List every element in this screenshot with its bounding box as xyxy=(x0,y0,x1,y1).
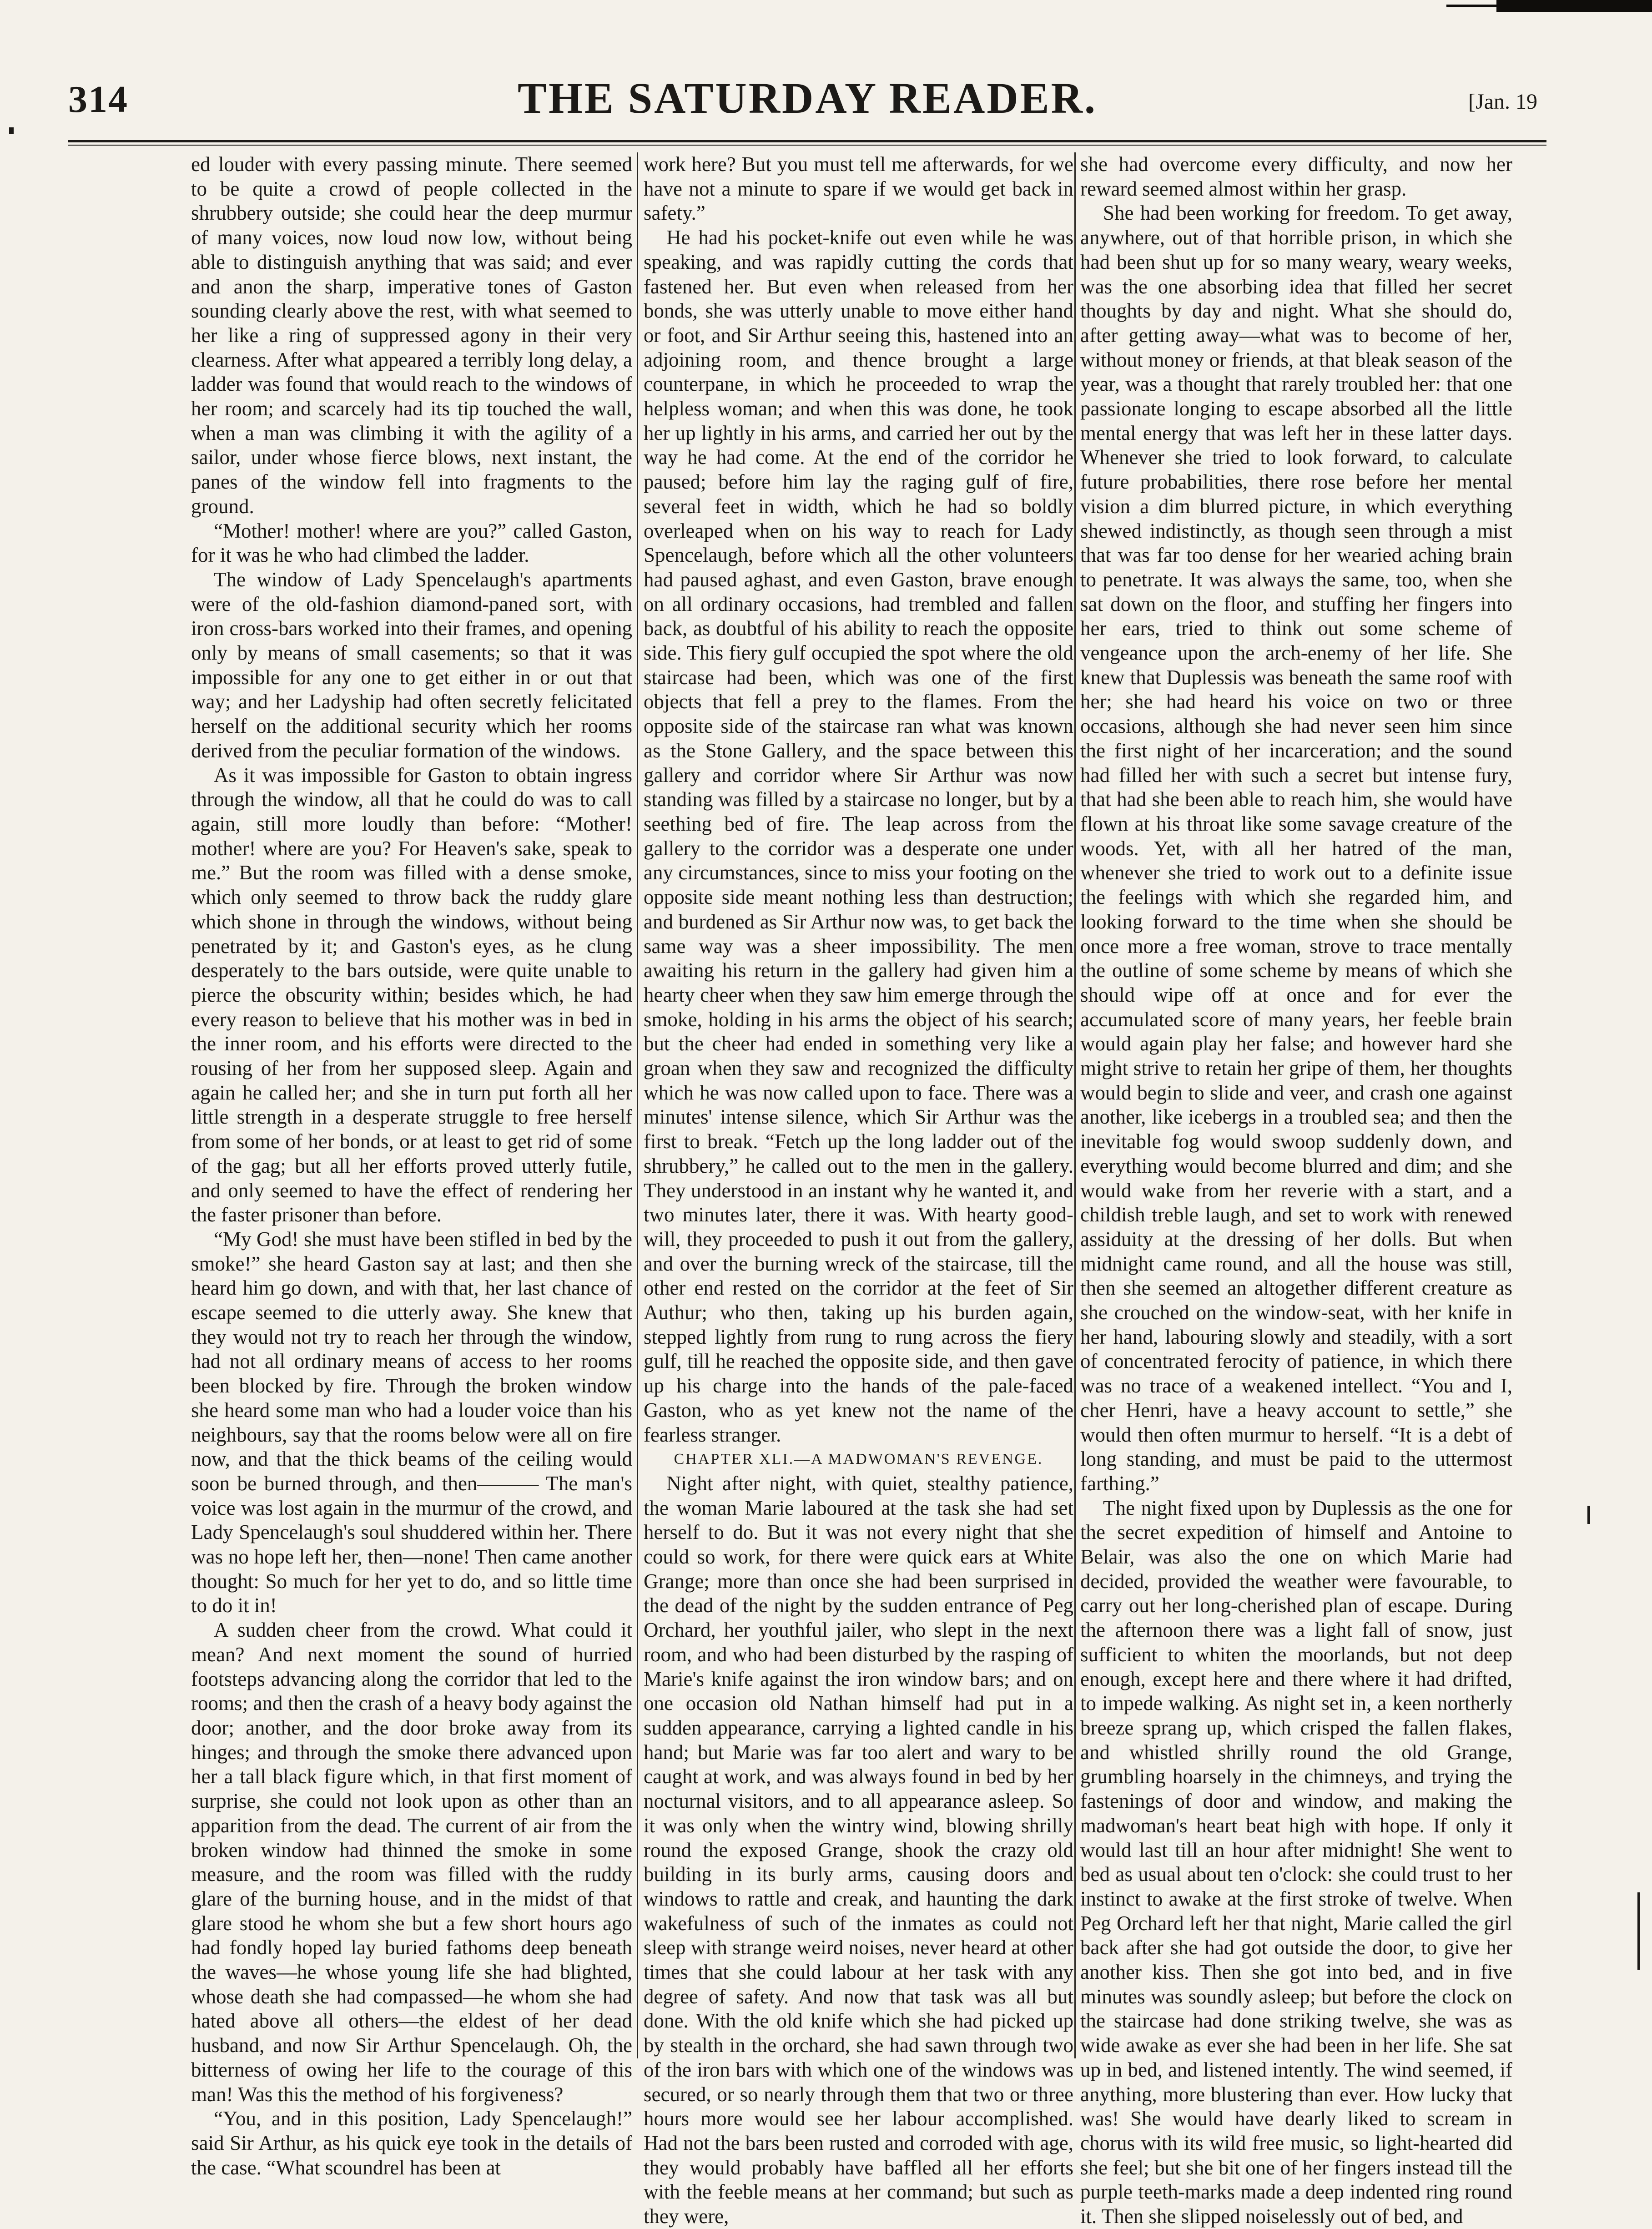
paragraph: work here? But you must tell me afterwards, for we have not a minute to spare if we would get back in safety.” xyxy=(644,153,1073,225)
paragraph: ed louder with every passing minute. There seemed to be quite a crowd of people collected in the shrubbery outside; she could hear the deep murmur of many voices, now loud now low, without being able to distinguish anything that was said; and ever and anon the sharp, imperative tones of Gaston sounding clearly above the rest, with what seemed to her like a ring of suppressed agony in their very clearness. After what appeared a terribly long delay, a ladder was found that would reach to the windows of her room; and scarcely had its tip touched the wall, when a man was climbing it with the agility of a sailor, under whose fierce blows, next instant, the panes of the window fell into fragments to the ground. xyxy=(191,153,632,518)
paragraph: She had been working for freedom. To get away, anywhere, out of that horrible prison, in which she had been shut up for so many weary, weary weeks, was the one absorbing idea that filled her secret thoughts by day and night. What she should do, after getting away—what was to become of her, without money or friends, at that bleak season of the year, was a thought that rarely troubled her: that one passionate longing to escape absorbed all the little mental energy that was left her in these latter days. Whenever she tried to look forward, to calculate future probabilities, there rose before her mental vision a dim blurred picture, in which everything shewed indistinctly, as though seen through a mist that was far too dense for her wearied aching brain to penetrate. It was always the same, too, when she sat down on the floor, and stuffing her fingers into her ears, tried to think out some scheme of vengeance upon the arch-enemy of her life. She knew that Duplessis was beneath the same roof with her; she had heard his voice on two or three occasions, although she had never seen him since the first night of her incarceration; and the sound had filled her with such a secret but intense fury, that had she been able to reach him, she would have flown at his throat like some savage creature of the woods. Yet, with all her hatred of the man, whenever she tried to work out to a definite issue the feelings with which she regarded him, and looking forward to the time when she should be once more a free woman, strove to trace mentally the outline of some scheme by means of which she should wipe off at once and for ever the accumulated score of many years, her feeble brain would again play her false; and however hard she might strive to retain her gripe of them, her thoughts would begin to slide and veer, and crash one against another, like icebergs in a troubled sea; and then the inevitable fog would swoop suddenly down, and everything would become blurred and dim; and she would wake from her reverie with a start, and a childish treble laugh, and set to work with renewed assiduity at the dressing of her dolls. But when midnight came round, and all the house was still, then she seemed an altogether different creature as she crouched on the window-seat, with her knife in her hand, labouring slowly and steadily, with a sort of concentrated ferocity of patience, in which there was no trace of a weakened intellect. “You and I, cher Henri, have a heavy account to settle,” she would then often murmur to herself. “It is a debt of long standing, and must be paid to the uttermost farthing.” xyxy=(1080,202,1512,1495)
paragraph: “You, and in this position, Lady Spencelaugh!” said Sir Arthur, as his quick eye took in the details of the case. “What scoundrel has been at xyxy=(191,2107,632,2179)
column-divider xyxy=(637,152,638,2058)
page-number: 314 xyxy=(68,78,128,121)
paragraph: A sudden cheer from the crowd. What could it mean? And next moment the sound of hurried footsteps advancing along the corridor that led to the rooms; and then the crash of a heavy body against the door; another, and the door broke away from its hinges; and through the smoke there advanced upon her a tall black figure which, in that first moment of surprise, she could not look upon as other than an apparition from the dead. The current of air from the broken window had thinned the smoke in some measure, and the room was filled with the ruddy glare of the burning house, and in the midst of that glare stood he whom she but a few short hours ago had fondly hoped lay buried fathoms deep beneath the waves—he whose young life she had blighted, whose death she had compassed—he whom she had hated above all others—the eldest of her dead husband, and now Sir Arthur Spencelaugh. Oh, the bitterness of owing her life to the courage of this man! Was this the method of his forgiveness? xyxy=(191,1619,632,2106)
header-rule xyxy=(68,140,1546,142)
top-edge-rule-thin xyxy=(1446,5,1496,7)
margin-speck xyxy=(1587,1506,1590,1524)
chapter-heading: CHAPTER XLI.—A MADWOMAN'S REVENGE. xyxy=(674,1451,1043,1468)
paragraph: “Mother! mother! where are you?” called Gaston, for it was he who had climbed the ladder. xyxy=(191,519,632,567)
paragraph: The night fixed upon by Duplessis as the one for the secret expedition of himself and Antoine to Belair, was also the one on which Marie had decided, provided the weather were favourable, to carry out her long-cherished plan of escape. During the afternoon there was a light fall of snow, just sufficient to whiten the moorlands, but not deep enough, except here and there where it had drifted, to impede walking. As night set in, a keen northerly breeze sprang up, which crisped the fallen flakes, and whistled shrilly round the old Grange, grumbling hoarsely in the chimneys, and trying the fastenings of door and window, and making the madwoman's heart beat high with hope. If only it would last till an hour after midnight! She went to bed as usual about ten o'clock: she could trust to her instinct to awake at the first stroke of twelve. When Peg Orchard left her that night, Marie called the girl back after she had got outside the door, to give her another kiss. Then she got into bed, and in five minutes was soundly asleep; but before the clock on the staircase had done striking twelve, she was as wide awake as ever she had been in her life. She sat up in bed, and listened intently. The wind seemed, if anything, more blustering than ever. How lucky that was! She would have dearly liked to scream in chorus with its wild free music, so light-hearted did she feel; but she bit one of her fingers instead till the purple teeth-marks made a deep indented ring round it. Then she slipped noiselessly out of bed, and xyxy=(1080,1496,1512,2228)
paragraph: “My God! she must have been stifled in bed by the smoke!” she heard Gaston say at last; and then she heard him go down, and with that, her last chance of escape seemed to die utterly away. She knew that they would not try to reach her through the window, had not all ordinary means of access to her rooms been blocked by fire. Through the broken window she heard some man who had a louder voice than his neighbours, say that the rooms below were all on fire now, and that the thick beams of the ceiling would soon be burned through, and then——— The man's voice was lost again in the murmur of the crowd, and Lady Spencelaugh's soul shuddered within her. There was no hope left her, then—none! Then came another thought: So much for her yet to do, and so little time to do it in! xyxy=(191,1227,632,1617)
paragraph: The window of Lady Spencelaugh's apartments were of the old-fashion diamond-paned sort, with iron cross-bars worked into their frames, and opening only by means of small casements; so that it was impossible for any one to get either in or out that way; and her Ladyship had often secretly felicitated herself on the additional security which her rooms derived from the peculiar formation of the windows. xyxy=(191,568,632,762)
header-rule-thin xyxy=(68,145,1546,146)
margin-speck xyxy=(9,127,14,134)
margin-speck xyxy=(1637,1892,1640,1970)
paragraph: As it was impossible for Gaston to obtain ingress through the window, all that he could do was to call again, still more loudly than before: “Mother! mother! where are you? For Heaven's sake, speak to me.” But the room was filled with a dense smoke, which only seemed to throw back the ruddy glare which shone in through the windows, without being penetrated by it; and Gaston's eyes, as he clung desperately to the bars outside, were quite unable to pierce the obscurity within; besides which, he had every reason to believe that his mother was in bed in the inner room, and his efforts were directed to the rousing of her from her supposed sleep. Again and again he called her; and she in turn put forth all her little strength in a desperate struggle to free herself from some of her bonds, or at least to get rid of some of the gag; but all her efforts proved utterly futile, and only seemed to have the effect of rendering her the faster prisoner than before. xyxy=(191,763,632,1226)
column-divider xyxy=(1074,152,1076,2058)
paragraph: Night after night, with quiet, stealthy patience, the woman Marie laboured at the task she had set herself to do. But it was not every night that she could so work, for there were quick ears at White Grange; more than once she had been surprised in the dead of the night by the sudden entrance of Peg Orchard, her youthful jailer, who slept in the next room, and who had been disturbed by the rasping of Marie's knife against the iron window bars; and on one occasion old Nathan himself had put in a sudden appearance, carrying a lighted candle in his hand; but Marie was far too alert and wary to be caught at work, and was always found in bed by her nocturnal visitors, and to all appearance asleep. So it was only when the wintry wind, blowing shrilly round the exposed Grange, shook the crazy old building in its burly arms, causing doors and windows to rattle and creak, and haunting the dark wakefulness of such of the inmates as could not sleep with strange weird noises, never heard at other times that she could labour at her task with any degree of safety. And now that task was all but done. With the old knife which she had picked up by stealth in the orchard, she had sawn through two of the iron bars with which one of the windows was secured, or so nearly through them that two or three hours more would see her labour accomplished. Had not the bars been rusted and corroded with age, they would probably have baffled all her efforts with the feeble means at her command; but such as they were, xyxy=(644,1472,1073,2228)
paragraph: He had his pocket-knife out even while he was speaking, and was rapidly cutting the cords that fastened her. But even when released from her bonds, she was utterly unable to move either hand or foot, and Sir Arthur seeing this, hastened into an adjoining room, and thence brought a large counterpane, in which he proceeded to wrap the helpless woman; and when this was done, he took her up lightly in his arms, and carried her out by the way he had come. At the end of the corridor he paused; before him lay the raging gulf of fire, several feet in width, which he had so boldly overleaped when on his way to reach for Lady Spencelaugh, before which all the other volunteers had paused aghast, and even Gaston, brave enough on all ordinary occasions, had trembled and fallen back, as doubtful of his ability to reach the opposite side. This fiery gulf occupied the spot where the old staircase had been, which was one of the first objects that fell a prey to the flames. From the opposite side of the staircase ran what was known as the Stone Gallery, and the space between this gallery and corridor where Sir Arthur was now standing was filled by a staircase no longer, but by a seething bed of fire. The leap across from the gallery to the corridor was a desperate one under any circumstances, since to miss your footing on the opposite side meant nothing less than destruction; and burdened as Sir Arthur now was, to get back the same way was a sheer impossibility. The men awaiting his return in the gallery had given him a hearty cheer when they saw him emerge through the smoke, holding in his arms the object of his search; but the cheer had ended in something very like a groan when they saw and recognized the difficulty which he was now called upon to face. There was a minutes' intense silence, which Sir Arthur was the first to break. “Fetch up the long ladder out of the shrubbery,” he called out to the men in the gallery. They understood in an instant why he wanted it, and two minutes later, there it was. With hearty good-will, they proceeded to push it out from the gallery, and over the burning wreck of the staircase, till the other end rested on the corridor at the feet of Sir Authur; who then, taking up his burden again, stepped lightly from rung to rung across the fiery gulf, till he reached the opposite side, and then gave up his charge into the hands of the pale-faced Gaston, who as yet knew not the name of the fearless stranger. xyxy=(644,226,1073,1446)
column-1 xyxy=(191,152,632,2179)
issue-date: [Jan. 19 xyxy=(1468,90,1537,114)
paragraph: she had overcome every difficulty, and now her reward seemed almost within her grasp. xyxy=(1080,153,1512,200)
masthead-title: THE SATURDAY READER. xyxy=(518,74,1097,122)
column-2 xyxy=(644,152,1073,2228)
page-header xyxy=(68,64,1546,132)
top-edge-rule xyxy=(1496,0,1652,12)
column-3 xyxy=(1080,152,1512,2228)
